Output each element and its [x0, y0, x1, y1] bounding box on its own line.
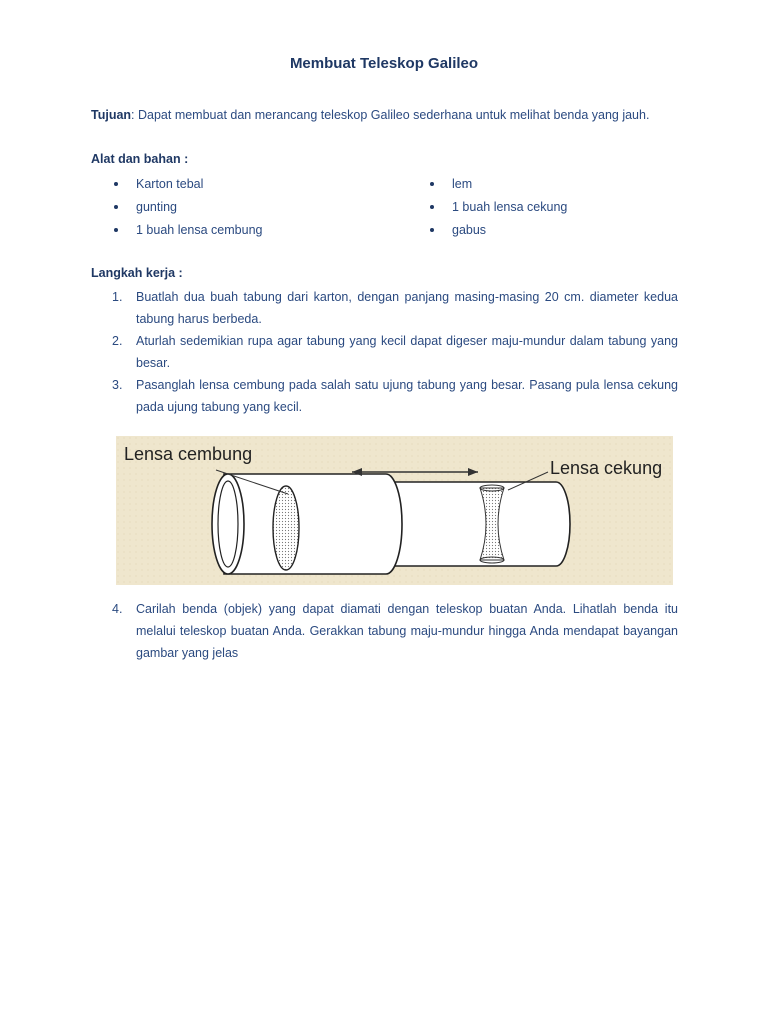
langkah-steps: [112, 286, 678, 418]
big-tube-opening: [212, 474, 244, 574]
step-text: Buatlah dua buah tabung dari karton, dengan panjang masing-masing 20 cm. diameter kedua tabung harus berbeda.: [136, 290, 678, 326]
list-item-text: lem: [452, 177, 473, 191]
page-title: Membuat Teleskop Galileo: [289, 55, 479, 72]
step-item: [112, 330, 678, 374]
list-item: [426, 199, 567, 222]
tujuan-paragraph: [91, 108, 691, 122]
bullet-icon: [114, 228, 118, 232]
list-item: [110, 176, 262, 199]
langkah-steps-continued: [112, 598, 678, 664]
step-text: Carilah benda (objek) yang dapat diamati dengan teleskop buatan Anda. Lihatlah benda itu melalui teleskop buatan Anda. Gerakkan tabung maju-mundur hingga Anda mendapat bayangan gambar yang jelas: [136, 602, 678, 660]
small-tube: [386, 482, 570, 566]
label-lensa-cembung: Lensa cembung: [124, 444, 253, 464]
step-item: [112, 374, 678, 418]
step-text: Aturlah sedemikian rupa agar tabung yang kecil dapat digeser maju-mundur dalam tabung yang besar.: [136, 334, 678, 370]
list-item-text: gabus: [452, 223, 487, 237]
list-item: [426, 176, 567, 199]
bullet-icon: [430, 228, 434, 232]
langkah-heading: Langkah kerja :: [91, 266, 183, 280]
bullet-icon: [430, 205, 434, 209]
alat-heading: Alat dan bahan :: [91, 152, 189, 166]
list-item: [110, 222, 262, 245]
bullet-icon: [114, 182, 118, 186]
step-item: [112, 598, 678, 664]
list-item-text: 1 buah lensa cekung: [452, 200, 568, 214]
step-number: 1.: [112, 290, 123, 304]
step-item: [112, 286, 678, 330]
step-number: 2.: [112, 334, 123, 348]
alat-list-right: [426, 176, 567, 245]
list-item-text: gunting: [136, 200, 178, 214]
bullet-icon: [430, 182, 434, 186]
convex-lens: [273, 486, 299, 570]
step-number: 3.: [112, 378, 123, 392]
step-number: 4.: [112, 602, 123, 616]
list-item: [110, 199, 262, 222]
list-item-text: 1 buah lensa cembung: [136, 223, 263, 237]
list-item-text: Karton tebal: [136, 177, 204, 191]
tujuan-label: Tujuan: [91, 108, 132, 122]
label-lensa-cekung: Lensa cekung: [550, 458, 663, 478]
telescope-figure: [116, 436, 673, 585]
tujuan-text: : Dapat membuat dan merancang teleskop Galileo sederhana untuk melihat benda yang jauh.: [131, 108, 650, 122]
bullet-icon: [114, 205, 118, 209]
big-tube: [224, 474, 402, 574]
alat-list-left: [110, 176, 262, 245]
step-text: Pasanglah lensa cembung pada salah satu ujung tabung yang besar. Pasang pula lensa cekung pada ujung tabung yang kecil.: [136, 378, 678, 414]
list-item: [426, 222, 567, 245]
